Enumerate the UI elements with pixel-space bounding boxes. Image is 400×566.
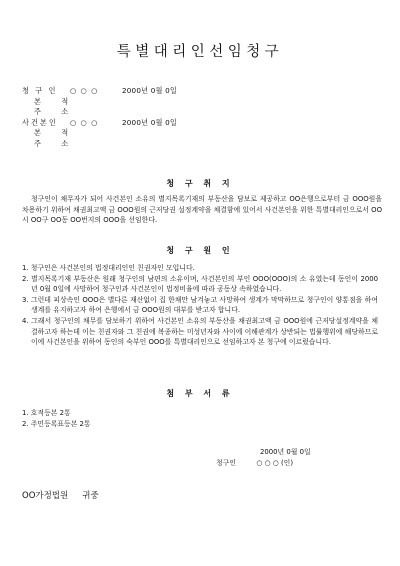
reason-item: 3. 그런데 피상속인 OOO은 별다른 재산없이 집 한채만 남겨놓고 사망하여 생계가 막막하므로 청구인이 양통점을 하여 생계를 유지하고자 하여 은행에서 금 OOO원의 대부를 받고자 합니다. — [22, 295, 378, 315]
purpose-section-title: 청 구 취 지 — [166, 179, 234, 188]
party-row — [22, 128, 98, 139]
signature-date: 2000년 0월 0일 — [260, 448, 311, 456]
party-row — [22, 86, 178, 97]
party-birthdate: 2000년 0월 0일 — [122, 117, 178, 127]
signature-line — [216, 457, 293, 467]
signature-role: 청구인 — [216, 459, 236, 467]
reason-list — [22, 263, 378, 348]
party-label: 본 적 — [34, 96, 78, 106]
party-row — [22, 97, 98, 108]
party-label: 주 소 — [34, 107, 78, 116]
purpose-paragraph: 청구인이 채무자가 되어 사건본인 소유의 별지목록기재의 부동산을 담보로 제공하고 OO은행으로부터 금 OOO원을 차용하기 위하여 채권최고액 금 OOO원의 근저당권 설정계약을 체결함에 있어서 사건본인을 위한 특별대리인으로서 OO시 OO구 OO동 OO번지의 OOO을 선임한다. — [22, 195, 382, 225]
party-row — [22, 117, 178, 129]
attachment-item: 1. 호적등본 2통 — [22, 409, 71, 417]
party-info-block — [22, 86, 178, 149]
party-row — [22, 107, 98, 118]
attachments-list — [22, 408, 91, 429]
court-name: OO가정법원 — [22, 491, 69, 501]
reason-item: 4. 그래서 청구인의 채무를 담보하기 위하여 사건본인 소유의 부동산을 채권최고액 금 OOO원에 근저당설정계약을 체결하고자 하는데 이는 친권자와 그 친권에 복종하는 미성년자와 사이에 이해관계가 상반되는 법률행위에 해당하므로 이에 사건본인을 위하여 동인의 숙부인 OOO를 특별대리인으로 선임하고자 본 청구에 이르렀습니다. — [22, 316, 378, 347]
court-addressee — [22, 489, 99, 501]
attachment-item: 2. 주민등록표등본 2통 — [22, 419, 91, 428]
reason-section-title: 청 구 원 인 — [166, 246, 234, 255]
party-label: 본 적 — [34, 128, 78, 137]
party-label: 청 구 인 — [22, 86, 58, 95]
attachments-section-title: 첨 부 서 류 — [166, 389, 234, 398]
signature-name: ○ ○ ○ (인) — [256, 459, 294, 467]
court-suffix: 귀중 — [82, 491, 99, 501]
party-label: 주 소 — [34, 138, 78, 148]
reason-item: 1. 청구인은 사건본인의 법정대리인인 친권자인 모입니다. — [22, 264, 195, 272]
party-row — [22, 139, 98, 150]
party-label: 사건본인 — [22, 117, 58, 127]
party-name: ○ ○ ○ — [70, 86, 99, 95]
party-name: ○ ○ ○ — [70, 117, 99, 127]
party-birthdate: 2000년 0월 0일 — [122, 86, 178, 95]
document-title: 특별대리인선임청구 — [116, 44, 284, 60]
reason-item: 2. 별지목록기재 부동산은 원래 청구인의 남편의 소유이며, 사건본인의 부인 OOO(OOO)의 소 유였는데 동인이 2000년 0월 0일에 사망하여 청구인과 사건본인이 법정비율에 따라 공동상 속하였습니다. — [22, 274, 378, 294]
